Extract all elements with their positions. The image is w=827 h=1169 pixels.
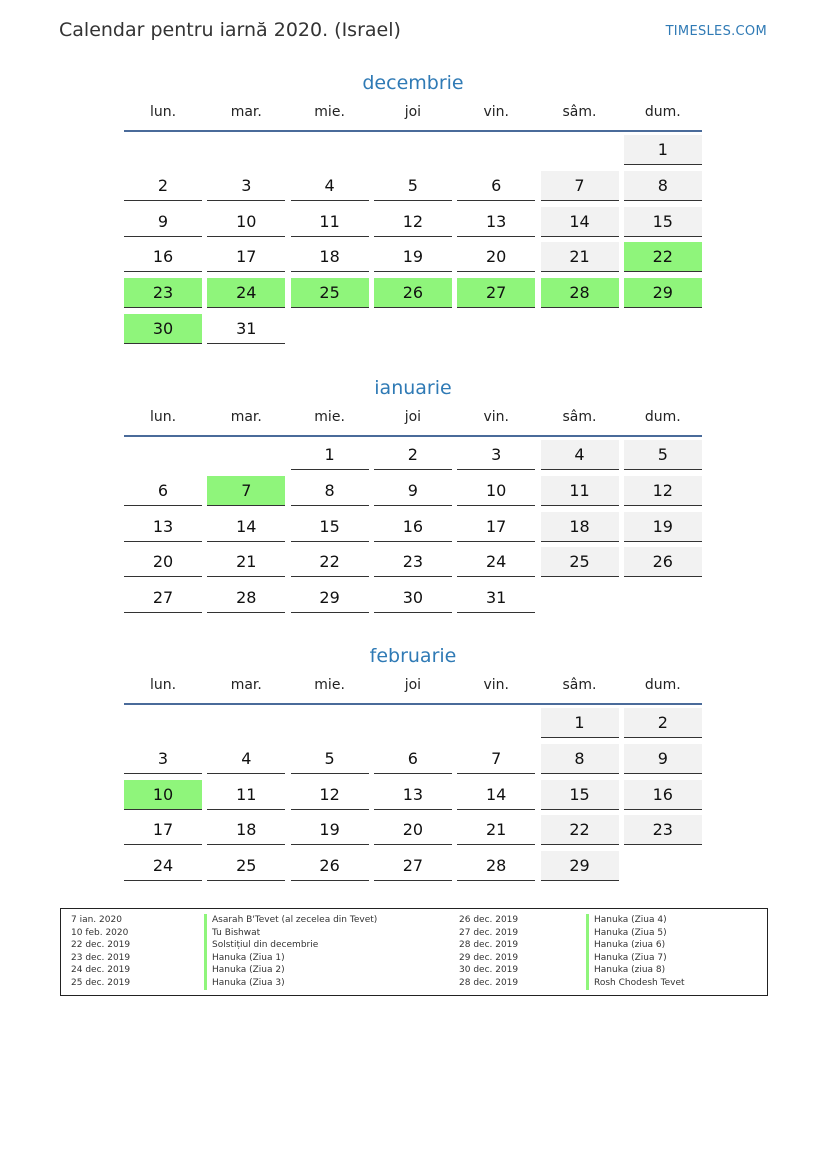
legend-holiday-name: Hanuka (Ziua 4) [594, 915, 667, 925]
day-cell: 19 [624, 512, 702, 542]
day-cell: 15 [624, 207, 702, 237]
day-cell: 16 [374, 512, 452, 542]
legend-holiday-name: Hanuka (ziua 6) [594, 940, 666, 951]
weekday-label: dum. [644, 409, 681, 425]
day-cell: 26 [374, 278, 452, 308]
legend-names-col1 [204, 914, 377, 990]
day-cell: 30 [374, 583, 452, 613]
day-cell: 9 [624, 744, 702, 774]
weekday-label: sâm. [562, 104, 597, 120]
day-cell: 26 [291, 851, 369, 881]
day-cell: 29 [624, 278, 702, 308]
day-cell: 7 [541, 171, 619, 201]
day-cell: 17 [457, 512, 535, 542]
day-cell: 18 [207, 815, 285, 845]
page-title: Calendar pentru iarnă 2020. (Israel) [59, 19, 401, 41]
legend-dates-col1 [71, 914, 201, 990]
legend-holiday-name: Hanuka (Ziua 5) [594, 927, 667, 938]
day-cell: 31 [457, 583, 535, 613]
day-cell: 27 [124, 583, 202, 613]
weekday-label: sâm. [562, 409, 597, 425]
weekday-label: dum. [644, 677, 681, 693]
weekday-label: dum. [644, 104, 681, 120]
month-title: decembrie [362, 72, 464, 94]
weekday-header [124, 104, 702, 132]
day-cell: 11 [291, 207, 369, 237]
day-cell: 19 [374, 242, 452, 272]
day-cell: 27 [457, 278, 535, 308]
legend-holiday-name: Asarah B'Tevet (al zecelea din Tevet) [212, 915, 378, 925]
day-cell: 18 [291, 242, 369, 272]
legend-names-col2 [586, 914, 685, 990]
legend-holiday-name: Hanuka (Ziua 7) [594, 952, 667, 963]
day-cell: 10 [457, 476, 535, 506]
legend-holiday-name: Hanuka (Ziua 1) [212, 952, 285, 963]
day-cell: 13 [457, 207, 535, 237]
month-february [124, 643, 702, 887]
legend-date: 24 dec. 2019 [71, 965, 131, 976]
weekday-label: vin. [483, 104, 509, 120]
day-cell: 17 [124, 815, 202, 845]
day-cell: 25 [291, 278, 369, 308]
day-cell: 24 [457, 547, 535, 577]
day-cell: 14 [541, 207, 619, 237]
weekday-label: sâm. [562, 677, 597, 693]
day-cell: 6 [124, 476, 202, 506]
weekday-label: mie. [314, 104, 345, 120]
day-cell: 25 [207, 851, 285, 881]
day-cell: 3 [457, 440, 535, 470]
day-cell: 14 [457, 780, 535, 810]
day-cell: 8 [541, 744, 619, 774]
day-cell: 15 [541, 780, 619, 810]
day-cell: 16 [124, 242, 202, 272]
day-cell: 10 [124, 780, 202, 810]
legend-holiday-name: Tu Bishwat [212, 927, 261, 938]
day-cell: 25 [541, 547, 619, 577]
day-cell: 12 [291, 780, 369, 810]
day-cell: 5 [374, 171, 452, 201]
day-cell: 4 [291, 171, 369, 201]
legend-holiday-name: Hanuka (Ziua 3) [212, 977, 285, 988]
weekday-label: joi [404, 677, 422, 693]
day-cell: 19 [291, 815, 369, 845]
day-cell: 12 [624, 476, 702, 506]
day-cell: 8 [624, 171, 702, 201]
day-cell: 6 [457, 171, 535, 201]
legend-date: 10 feb. 2020 [71, 927, 129, 938]
day-cell: 28 [207, 583, 285, 613]
legend-date: 23 dec. 2019 [71, 952, 131, 963]
day-cell: 10 [207, 207, 285, 237]
day-cell: 5 [624, 440, 702, 470]
weekday-label: lun. [149, 409, 177, 425]
day-cell: 13 [124, 512, 202, 542]
day-cell: 20 [374, 815, 452, 845]
day-cell: 30 [124, 314, 202, 344]
day-cell: 21 [457, 815, 535, 845]
weekday-label: lun. [149, 104, 177, 120]
day-cell: 5 [291, 744, 369, 774]
day-cell: 22 [541, 815, 619, 845]
legend-date: 28 dec. 2019 [459, 977, 519, 988]
holiday-legend [60, 908, 768, 996]
month-december [124, 70, 702, 350]
legend-date: 7 ian. 2020 [71, 915, 122, 925]
legend-date: 27 dec. 2019 [459, 927, 519, 938]
day-cell: 6 [374, 744, 452, 774]
month-title: ianuarie [374, 377, 452, 399]
site-link[interactable]: TIMESLES.COM [665, 24, 767, 39]
weekday-label: joi [404, 104, 422, 120]
day-cell: 9 [124, 207, 202, 237]
day-cell: 1 [541, 708, 619, 738]
legend-dates-col2 [459, 914, 589, 990]
month-title: februarie [369, 645, 457, 667]
day-cell: 21 [541, 242, 619, 272]
day-cell: 29 [541, 851, 619, 881]
legend-holiday-name: Hanuka (ziua 8) [594, 965, 666, 976]
weekday-label: mar. [230, 409, 262, 425]
legend-date: 30 dec. 2019 [459, 965, 519, 976]
day-cell: 26 [624, 547, 702, 577]
days-grid [124, 135, 702, 350]
day-cell: 20 [457, 242, 535, 272]
day-cell: 29 [291, 583, 369, 613]
day-cell: 27 [374, 851, 452, 881]
day-cell: 7 [207, 476, 285, 506]
day-cell: 8 [291, 476, 369, 506]
day-cell: 14 [207, 512, 285, 542]
day-cell: 13 [374, 780, 452, 810]
day-cell: 18 [541, 512, 619, 542]
day-cell: 24 [207, 278, 285, 308]
days-grid [124, 708, 702, 887]
days-grid [124, 440, 702, 619]
day-cell: 22 [624, 242, 702, 272]
day-cell: 31 [207, 314, 285, 344]
day-cell: 15 [291, 512, 369, 542]
day-cell: 23 [374, 547, 452, 577]
day-cell: 17 [207, 242, 285, 272]
weekday-label: mie. [314, 409, 345, 425]
legend-date: 22 dec. 2019 [71, 940, 131, 951]
legend-date: 28 dec. 2019 [459, 940, 519, 951]
weekday-header [124, 409, 702, 437]
weekday-header [124, 677, 702, 705]
day-cell: 4 [541, 440, 619, 470]
day-cell: 9 [374, 476, 452, 506]
day-cell: 28 [541, 278, 619, 308]
day-cell: 11 [541, 476, 619, 506]
day-cell: 7 [457, 744, 535, 774]
legend-date: 25 dec. 2019 [71, 977, 131, 988]
day-cell: 22 [291, 547, 369, 577]
day-cell: 20 [124, 547, 202, 577]
day-cell: 11 [207, 780, 285, 810]
day-cell: 28 [457, 851, 535, 881]
day-cell: 3 [207, 171, 285, 201]
day-cell: 12 [374, 207, 452, 237]
weekday-label: vin. [483, 409, 509, 425]
weekday-label: joi [404, 409, 422, 425]
day-cell: 21 [207, 547, 285, 577]
day-cell: 24 [124, 851, 202, 881]
weekday-label: mar. [230, 677, 262, 693]
legend-holiday-name: Solstițiul din decembrie [212, 940, 319, 951]
legend-date: 29 dec. 2019 [459, 952, 519, 963]
weekday-label: lun. [149, 677, 177, 693]
day-cell: 16 [624, 780, 702, 810]
weekday-label: mar. [230, 104, 262, 120]
legend-holiday-name: Rosh Chodesh Tevet [594, 977, 685, 988]
day-cell: 23 [124, 278, 202, 308]
day-cell: 1 [624, 135, 702, 165]
day-cell: 2 [624, 708, 702, 738]
day-cell: 4 [207, 744, 285, 774]
day-cell: 3 [124, 744, 202, 774]
month-january [124, 375, 702, 619]
weekday-label: vin. [483, 677, 509, 693]
legend-holiday-name: Hanuka (Ziua 2) [212, 965, 285, 976]
day-cell: 2 [374, 440, 452, 470]
day-cell: 2 [124, 171, 202, 201]
legend-date: 26 dec. 2019 [459, 915, 519, 925]
day-cell: 1 [291, 440, 369, 470]
weekday-label: mie. [314, 677, 345, 693]
day-cell: 23 [624, 815, 702, 845]
